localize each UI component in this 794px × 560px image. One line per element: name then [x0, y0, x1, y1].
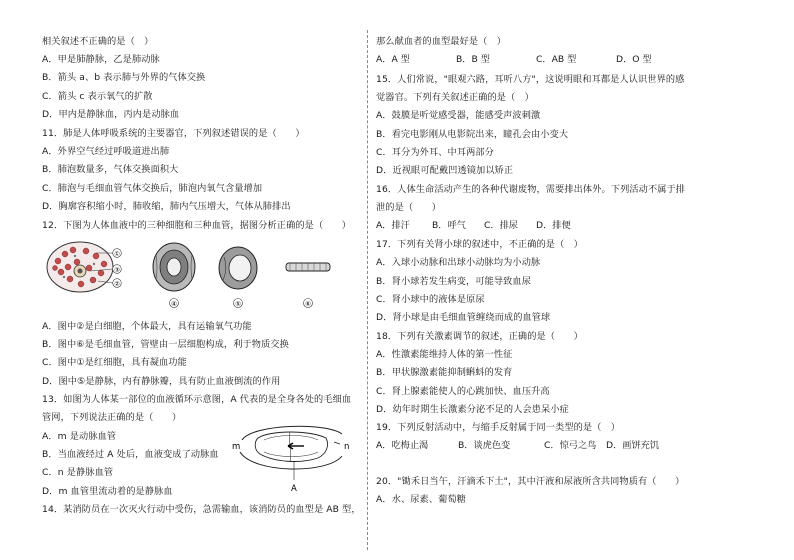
label-5: ⑤: [235, 300, 241, 308]
label-4: ④: [171, 300, 177, 308]
q16-stem-1: 16．人体生命活动产生的各种代谢废物，需要排出体外。下列活动不属于排: [376, 184, 686, 195]
q19-option-a: A．吃梅止渴: [376, 440, 429, 451]
q17-option-d: D．肾小球是由毛细血管缠绕而成的血管球: [376, 312, 551, 323]
capillary-drawing: [286, 263, 330, 271]
q15-option-c: C．耳分为外耳、中耳两部分: [376, 147, 494, 158]
circulation-figure: [230, 416, 354, 494]
q14-option-c: C．AB 型: [536, 54, 577, 65]
column-divider: [367, 30, 368, 550]
q17-option-a: A．入球小动脉和出球小动脉均为小动脉: [376, 257, 541, 268]
q20-stem: 20．"锄禾日当午，汗滴禾下土"，其中汗液和尿液所含共同物质有（ ）: [376, 476, 685, 487]
q18-option-b: B．甲状腺激素能抑制蝌蚪的发育: [376, 367, 513, 378]
artery-drawing: [153, 243, 195, 291]
label-m: m: [232, 442, 241, 452]
q15-option-a: A．鼓膜是听觉感受器，能感受声波刺激: [376, 110, 541, 121]
q19-option-b: B．谈虎色变: [458, 440, 511, 451]
q15-stem-1: 15．人们常说，"眼观六路，耳听八方"，这说明眼和耳都是人认识世界的感: [376, 74, 685, 85]
q11-option-b: B．肺泡数量多，气体交换面积大: [42, 164, 179, 175]
q17-option-c: C．肾小球中的液体是原尿: [376, 294, 485, 305]
q11-stem: 11．肺是人体呼吸系统的主要器官，下列叙述错误的是（ ）: [42, 128, 305, 139]
q18-stem: 18．下列有关激素调节的叙述，正确的是（ ）: [376, 331, 583, 342]
q16-options: [376, 220, 588, 232]
label-2: ②: [114, 280, 120, 288]
q10-option-d: D．甲内是静脉血，丙内是动脉血: [42, 109, 180, 120]
q19-stem: 19．下列反射活动中，与缩手反射属于同一类型的是（ ）: [376, 422, 621, 433]
q15-option-b: B．看完电影刚从电影院出来，瞳孔会由小变大: [376, 129, 569, 140]
q14-stem: 14．某消防员在一次灭火行动中受伤，急需输血，该消防员的血型是 AB 型，: [42, 504, 361, 515]
q13-option-c: C．n 是静脉血管: [42, 467, 114, 478]
q18-option-c: C．肾上腺素能使人的心跳加快、血压升高: [376, 386, 550, 397]
q12-stem: 12．下图为人体血液中的三种细胞和三种血管，据图分析正确的是（ ）: [42, 220, 352, 231]
q12-option-b: B．图中⑥是毛细血管，管壁由一层细胞构成，利于物质交换: [42, 339, 289, 350]
q11-option-a: A．外界空气经过呼吸道进出肺: [42, 146, 170, 157]
q12-option-a: A．图中②是白细胞，个体最大，具有运输氧气功能: [42, 321, 252, 332]
q13-option-a: A．m 是动脉血管: [42, 431, 117, 442]
q19-option-d: D．画饼充饥: [606, 440, 660, 451]
q10-option-c: C．箭头 c 表示氧气的扩散: [42, 91, 153, 102]
label-1: ①: [114, 250, 120, 258]
q12-option-d: D．图中⑤是静脉，内有静脉瓣，具有防止血液倒流的作用: [42, 376, 281, 387]
q16-stem-2: 泄的是（ ）: [376, 202, 442, 213]
q14-options: [376, 54, 696, 66]
q13-option-d: D．m 血管里流动着的是静脉血: [42, 486, 173, 497]
q16-option-c: C．排尿: [484, 220, 518, 231]
q18-option-a: A．性激素能维持人体的第一性征: [376, 349, 513, 360]
q12-option-c: C．图中①是红细胞，具有凝血功能: [42, 357, 187, 368]
q18-option-d: D．幼年时期生长激素分泌不足的人会患呆小症: [376, 404, 569, 415]
q19-option-c: C．惊弓之鸟: [544, 440, 597, 451]
q10-stem-end: 相关叙述不正确的是（ ）: [42, 36, 154, 47]
vein-drawing: [219, 247, 257, 289]
q13-stem-2: 管网，下列说法正确的是（ ）: [42, 412, 182, 423]
q15-stem-2: 觉器官。下列有关叙述正确的是（ ）: [376, 92, 534, 103]
q13-stem-1: 13．如图为人体某一部位的血液循环示意图，A 代表的是全身各处的毛细血: [42, 394, 352, 405]
q10-option-a: A．甲是肺静脉，乙是肺动脉: [42, 54, 160, 65]
q11-option-d: D．胸廓容积缩小时，肺收缩，肺内气压增大，气体从肺排出: [42, 201, 291, 212]
q14-option-d: D．O 型: [616, 54, 652, 65]
q19-options: [376, 440, 686, 452]
q15-option-d: D．近视眼可配戴凹透镜加以矫正: [376, 165, 514, 176]
q14-option-b: B．B 型: [456, 54, 490, 65]
q14-option-a: A．A 型: [376, 54, 410, 65]
q14-stem-end: 那么献血者的血型最好是（ ）: [376, 36, 507, 47]
label-n: n: [344, 442, 350, 452]
blood-cells-vessels-figure: [46, 239, 336, 311]
q13-option-b: B．当血液经过 A 处后，血液变成了动脉血: [42, 449, 219, 460]
q17-stem: 17．下列有关肾小球的叙述中，不正确的是（ ）: [376, 239, 583, 250]
q16-option-a: A．排汗: [376, 220, 410, 231]
label-6: ⑥: [305, 300, 311, 308]
q16-option-b: B．呼气: [432, 220, 466, 231]
q17-option-b: B．肾小球若发生病变，可能导致血尿: [376, 276, 532, 287]
q10-option-b: B．箭头 a、b 表示肺与外界的气体交换: [42, 72, 206, 83]
label-A: A: [291, 484, 297, 494]
label-3: ③: [114, 266, 120, 274]
q11-option-c: C．肺泡与毛细血管气体交换后，肺泡内氧气含量增加: [42, 183, 263, 194]
q16-option-d: D．排便: [536, 220, 571, 231]
q20-option-a: A．水、尿素、葡萄糖: [376, 494, 466, 505]
